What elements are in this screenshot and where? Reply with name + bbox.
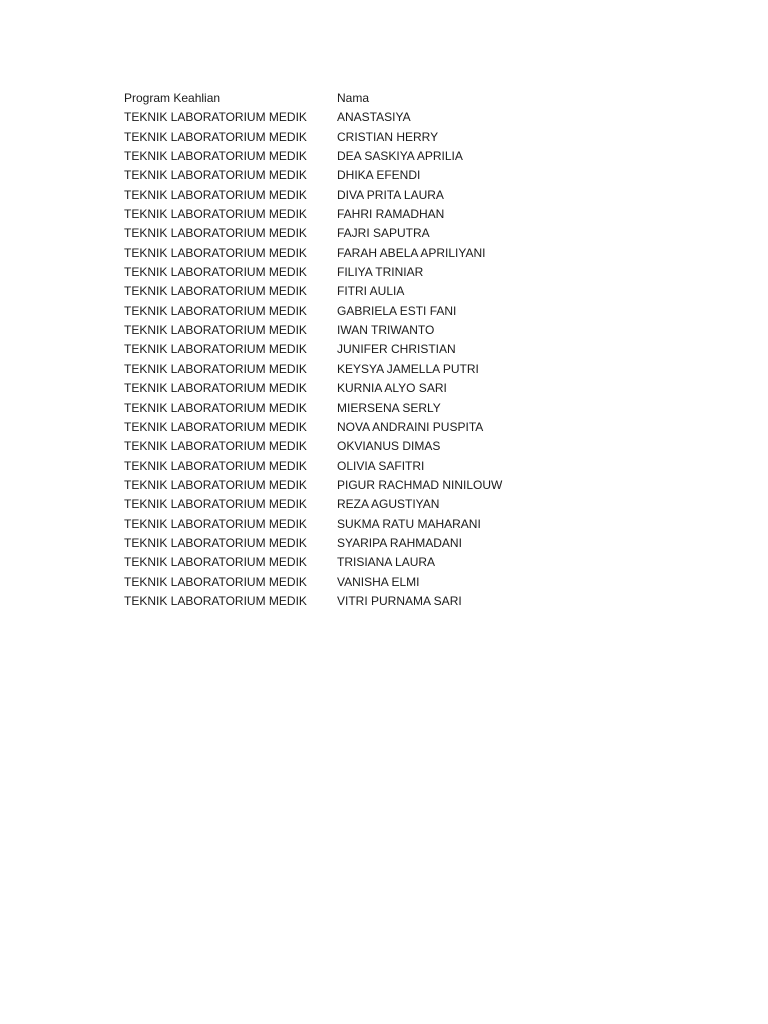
cell-nama: FITRI AULIA	[337, 284, 405, 299]
cell-nama: KEYSYA JAMELLA PUTRI	[337, 361, 479, 376]
table-body	[124, 108, 537, 611]
table-row	[124, 340, 537, 359]
header-nama: Nama	[337, 91, 370, 105]
cell-nama: OKVIANUS DIMAS	[337, 439, 441, 454]
cell-program-keahlian: TEKNIK LABORATORIUM MEDIK	[124, 265, 307, 280]
table-row	[124, 321, 537, 340]
cell-nama: SYARIPA RAHMADANI	[337, 535, 462, 550]
cell-program-keahlian: TEKNIK LABORATORIUM MEDIK	[124, 593, 307, 608]
cell-nama: IWAN TRIWANTO	[337, 323, 435, 338]
cell-program-keahlian: TEKNIK LABORATORIUM MEDIK	[124, 458, 307, 473]
header-program-keahlian: Program Keahlian	[124, 91, 221, 105]
table-row	[124, 553, 537, 572]
cell-program-keahlian: TEKNIK LABORATORIUM MEDIK	[124, 149, 307, 164]
table-row	[124, 147, 537, 166]
cell-nama: DEA SASKIYA APRILIA	[337, 149, 463, 164]
cell-nama: FILIYA TRINIAR	[337, 265, 424, 280]
table-row	[124, 186, 537, 205]
table-row	[124, 495, 537, 514]
cell-nama: FAJRI SAPUTRA	[337, 226, 430, 241]
table-row	[124, 166, 537, 185]
cell-program-keahlian: TEKNIK LABORATORIUM MEDIK	[124, 245, 307, 260]
cell-program-keahlian: TEKNIK LABORATORIUM MEDIK	[124, 516, 307, 531]
table-row	[124, 592, 537, 611]
cell-program-keahlian: TEKNIK LABORATORIUM MEDIK	[124, 284, 307, 299]
cell-nama: REZA AGUSTIYAN	[337, 497, 440, 512]
cell-program-keahlian: TEKNIK LABORATORIUM MEDIK	[124, 535, 307, 550]
cell-nama: MIERSENA SERLY	[337, 400, 441, 415]
cell-nama: FARAH ABELA APRILIYANI	[337, 245, 486, 260]
cell-program-keahlian: TEKNIK LABORATORIUM MEDIK	[124, 226, 307, 241]
table-row	[124, 457, 537, 476]
table-row	[124, 302, 537, 321]
cell-program-keahlian: TEKNIK LABORATORIUM MEDIK	[124, 477, 307, 492]
table-row	[124, 437, 537, 456]
cell-nama: JUNIFER CHRISTIAN	[337, 342, 456, 357]
table-row	[124, 205, 537, 224]
table-row	[124, 418, 537, 437]
cell-program-keahlian: TEKNIK LABORATORIUM MEDIK	[124, 574, 307, 589]
cell-program-keahlian: TEKNIK LABORATORIUM MEDIK	[124, 361, 307, 376]
cell-nama: VITRI PURNAMA SARI	[337, 593, 462, 608]
cell-program-keahlian: TEKNIK LABORATORIUM MEDIK	[124, 419, 307, 434]
table-row	[124, 263, 537, 282]
table-row	[124, 244, 537, 263]
cell-program-keahlian: TEKNIK LABORATORIUM MEDIK	[124, 129, 307, 144]
table-row	[124, 108, 537, 127]
table-header-row	[124, 89, 537, 108]
cell-program-keahlian: TEKNIK LABORATORIUM MEDIK	[124, 342, 307, 357]
cell-nama: OLIVIA SAFITRI	[337, 458, 425, 473]
cell-program-keahlian: TEKNIK LABORATORIUM MEDIK	[124, 168, 307, 183]
cell-program-keahlian: TEKNIK LABORATORIUM MEDIK	[124, 207, 307, 222]
cell-program-keahlian: TEKNIK LABORATORIUM MEDIK	[124, 497, 307, 512]
cell-nama: GABRIELA ESTI FANI	[337, 303, 457, 318]
student-table	[124, 89, 537, 611]
table-row	[124, 573, 537, 592]
table-row	[124, 399, 537, 418]
cell-program-keahlian: TEKNIK LABORATORIUM MEDIK	[124, 381, 307, 396]
cell-nama: SUKMA RATU MAHARANI	[337, 516, 481, 531]
table-row	[124, 534, 537, 553]
cell-nama: DHIKA EFENDI	[337, 168, 421, 183]
cell-nama: KURNIA ALYO SARI	[337, 381, 447, 396]
table-row	[124, 379, 537, 398]
cell-program-keahlian: TEKNIK LABORATORIUM MEDIK	[124, 323, 307, 338]
cell-nama: TRISIANA LAURA	[337, 555, 436, 570]
cell-nama: CRISTIAN HERRY	[337, 129, 439, 144]
table-row	[124, 282, 537, 301]
cell-nama: FAHRI RAMADHAN	[337, 207, 445, 222]
cell-program-keahlian: TEKNIK LABORATORIUM MEDIK	[124, 110, 307, 125]
cell-program-keahlian: TEKNIK LABORATORIUM MEDIK	[124, 555, 307, 570]
cell-program-keahlian: TEKNIK LABORATORIUM MEDIK	[124, 439, 307, 454]
table-row	[124, 224, 537, 243]
cell-program-keahlian: TEKNIK LABORATORIUM MEDIK	[124, 400, 307, 415]
table-row	[124, 515, 537, 534]
table-row	[124, 360, 537, 379]
cell-nama: NOVA ANDRAINI PUSPITA	[337, 419, 484, 434]
cell-program-keahlian: TEKNIK LABORATORIUM MEDIK	[124, 187, 307, 202]
cell-nama: DIVA PRITA LAURA	[337, 187, 444, 202]
cell-nama: ANASTASIYA	[337, 110, 411, 125]
cell-program-keahlian: TEKNIK LABORATORIUM MEDIK	[124, 303, 307, 318]
table-row	[124, 476, 537, 495]
table-row	[124, 128, 537, 147]
cell-nama: VANISHA ELMI	[337, 574, 420, 589]
cell-nama: PIGUR RACHMAD NINILOUW	[337, 477, 503, 492]
